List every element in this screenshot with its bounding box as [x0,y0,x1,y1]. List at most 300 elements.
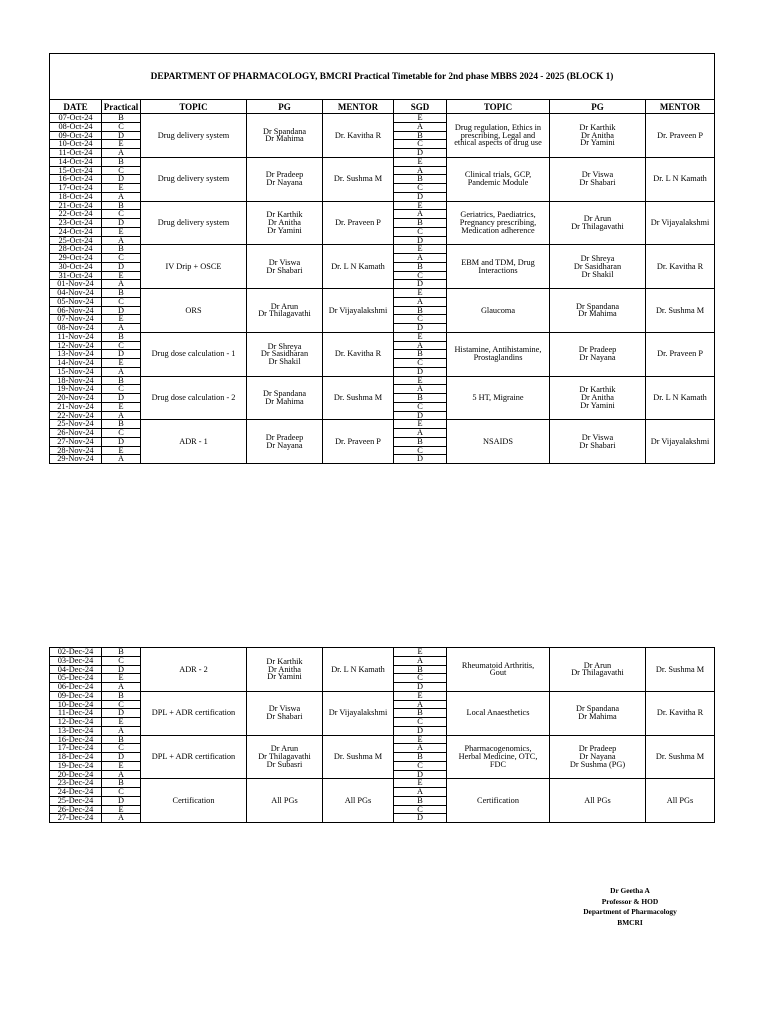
pg-cell-line: Dr Anitha [268,664,301,674]
date-cell: 01-Nov-24 [50,280,102,289]
date-cell: 26-Dec-24 [50,805,102,814]
date-cell: 26-Nov-24 [50,429,102,438]
sgd-cell: B [394,394,447,403]
practical-cell: E [102,227,141,236]
date-cell: 25-Nov-24 [50,420,102,429]
date-cell: 13-Nov-24 [50,350,102,359]
topic2-cell-line: FDC [489,759,507,769]
sgd-cell: A [394,788,447,797]
topic2-cell-line: Rheumatoid Arthritis, [461,660,535,670]
sgd-cell: E [394,114,447,123]
topic2-cell [447,114,550,158]
practical-cell: B [102,201,141,210]
pg-cell-line: Dr Mahima [265,134,304,144]
sgd-cell: D [394,814,447,823]
topic-cell: DPL + ADR certification [141,691,247,735]
pg2-cell [550,289,646,333]
practical-cell: A [102,367,141,376]
topic2-cell-line: prescribing, Legal and [460,130,536,140]
topic2-cell-line: Histamine, Antihistamine, [454,345,542,355]
pg2-cell-line: Dr Arun [583,660,612,670]
mentor2-cell: Dr Vijayalakshmi [646,420,715,464]
pg2-cell-line: Dr Viswa [581,432,614,442]
date-cell: 29-Nov-24 [50,455,102,464]
practical-cell: D [102,175,141,184]
pg-cell [247,420,323,464]
pg-cell [247,332,323,376]
mentor2-cell: Dr Vijayalakshmi [646,201,715,245]
practical-cell: B [102,691,141,700]
pg-cell [247,289,323,333]
pg2-cell-line: Dr Shakil [581,269,614,279]
pg2-cell-line: Dr Thilagavathi [571,221,624,231]
practical-cell: D [102,306,141,315]
date-cell: 18-Dec-24 [50,753,102,762]
pg2-cell-line: Dr Thilagavathi [571,668,624,678]
sgd-cell: B [394,262,447,271]
practical-cell: E [102,315,141,324]
sgd-cell: C [394,315,447,324]
table-row [50,376,715,385]
date-cell: 31-Oct-24 [50,271,102,280]
mentor2-cell: Dr. L N Kamath [646,157,715,201]
sgd-cell: D [394,192,447,201]
timetable-block-2 [49,647,715,823]
practical-cell: A [102,726,141,735]
practical-cell: C [102,656,141,665]
practical-cell: D [102,131,141,140]
date-cell: 08-Oct-24 [50,122,102,131]
date-cell: 18-Oct-24 [50,192,102,201]
topic2-cell-line: Geriatrics, Paediatrics, [460,210,536,220]
pg-cell-line: Dr Pradeep [265,170,304,180]
date-cell: 04-Dec-24 [50,665,102,674]
date-cell: 22-Nov-24 [50,411,102,420]
sgd-cell: A [394,210,447,219]
table-row [50,779,715,788]
header-date: DATE [50,100,102,114]
mentor-cell: Dr. Praveen P [323,201,394,245]
practical-cell: C [102,744,141,753]
pg2-cell-line: Dr Sasidharan [573,261,622,271]
mentor-cell: Dr. Kavitha R [323,332,394,376]
date-cell: 16-Dec-24 [50,735,102,744]
mentor-cell: Dr Vijayalakshmi [323,691,394,735]
pg2-cell [550,779,646,823]
sgd-cell: A [394,744,447,753]
pg2-cell-line: Dr Viswa [581,170,614,180]
date-cell: 02-Dec-24 [50,648,102,657]
sgd-cell: A [394,700,447,709]
pg-cell-line: Dr Spandana [262,126,307,136]
sgd-cell: E [394,420,447,429]
sgd-cell: E [394,245,447,254]
date-cell: 25-Dec-24 [50,796,102,805]
header-pg-2: PG [550,100,646,114]
practical-cell: C [102,385,141,394]
topic-cell: IV Drip + OSCE [141,245,247,289]
practical-cell: C [102,122,141,131]
date-cell: 03-Dec-24 [50,656,102,665]
sgd-cell: C [394,184,447,193]
pg2-cell [550,735,646,779]
date-cell: 11-Oct-24 [50,149,102,158]
practical-cell: B [102,735,141,744]
sgd-cell: E [394,779,447,788]
sgd-cell: C [394,359,447,368]
sgd-cell: B [394,665,447,674]
timetable-block-1 [49,53,715,464]
sgd-cell: E [394,332,447,341]
pg2-cell [550,420,646,464]
date-cell: 07-Nov-24 [50,315,102,324]
sgd-cell: A [394,385,447,394]
pg-cell-line: Dr Shabari [266,265,303,275]
pg2-cell [550,157,646,201]
date-cell: 14-Oct-24 [50,157,102,166]
practical-cell: A [102,280,141,289]
topic2-cell-line: Gout [489,668,507,678]
practical-cell: B [102,289,141,298]
practical-cell: A [102,236,141,245]
practical-cell: D [102,665,141,674]
practical-cell: B [102,779,141,788]
topic2-cell [447,332,550,376]
sgd-cell: C [394,805,447,814]
topic2-cell [447,691,550,735]
pg-cell [247,245,323,289]
pg-cell [247,157,323,201]
practical-cell: E [102,718,141,727]
mentor-cell: Dr Vijayalakshmi [323,289,394,333]
sgd-cell: C [394,140,447,149]
sgd-cell: E [394,289,447,298]
sgd-cell: B [394,709,447,718]
practical-cell: A [102,324,141,333]
sgd-cell: E [394,376,447,385]
table-row [50,289,715,298]
mentor2-cell: Dr. Praveen P [646,114,715,158]
date-cell: 08-Nov-24 [50,324,102,333]
table-row [50,157,715,166]
pg-cell-line: Dr Arun [270,301,299,311]
practical-cell: C [102,429,141,438]
header-practical: Practical [102,100,141,114]
sgd-cell: A [394,166,447,175]
date-cell: 10-Dec-24 [50,700,102,709]
pg-cell-line: Dr Karthik [266,210,303,220]
table-row [50,648,715,657]
topic2-cell [447,376,550,420]
pg2-cell-line: Dr Nayana [579,353,616,363]
topic2-cell-line: Prostaglandins [473,353,523,363]
pg-cell-line: Dr Anitha [268,218,301,227]
pg2-cell [550,245,646,289]
topic2-cell-line: ethical aspects of drug use [454,138,542,148]
topic-cell: Drug delivery system [141,114,247,158]
practical-cell: D [102,709,141,718]
date-cell: 12-Dec-24 [50,718,102,727]
topic-cell: Drug dose calculation - 1 [141,332,247,376]
mentor-cell: Dr. Sushma M [323,735,394,779]
sgd-cell: C [394,402,447,411]
date-cell: 07-Oct-24 [50,114,102,123]
date-cell: 13-Dec-24 [50,726,102,735]
date-cell: 25-Oct-24 [50,236,102,245]
pg-cell-line: Dr Karthik [266,656,303,666]
table-row [50,201,715,210]
sgd-cell: D [394,683,447,692]
signature-title: Professor & HOD [601,896,659,906]
pg2-cell [550,201,646,245]
sgd-cell: C [394,761,447,770]
topic2-cell-line: Pharmacogenomics, [464,744,532,754]
topic2-cell-line: Pregnancy prescribing, [459,218,537,227]
pg2-cell [550,332,646,376]
date-cell: 05-Nov-24 [50,297,102,306]
practical-cell: A [102,770,141,779]
pg2-cell-line: Dr Karthik [579,122,616,132]
date-cell: 06-Dec-24 [50,683,102,692]
topic2-cell-line: 5 HT, Migraine [472,393,524,402]
header-mentor-2: MENTOR [646,100,715,114]
header-topic-2: TOPIC [447,100,550,114]
sgd-cell: E [394,735,447,744]
header-sgd: SGD [394,100,447,114]
topic2-cell-line: Drug regulation, Ethics in [454,122,542,132]
pg-cell-line: Dr Pradeep [265,432,304,442]
pg-cell-line: Dr Spandana [262,389,307,399]
mentor-cell: Dr. Praveen P [323,420,394,464]
sgd-cell: D [394,280,447,289]
practical-cell: D [102,262,141,271]
topic-cell: Drug dose calculation - 2 [141,376,247,420]
mentor-cell: Dr. L N Kamath [323,648,394,692]
mentor-cell: Dr. Sushma M [323,376,394,420]
practical-cell: E [102,271,141,280]
date-cell: 21-Nov-24 [50,402,102,411]
pg-cell [247,648,323,692]
practical-cell: E [102,674,141,683]
practical-cell: E [102,446,141,455]
pg-cell-line: Dr Shakil [268,357,301,366]
mentor-cell: Dr. L N Kamath [323,245,394,289]
date-cell: 04-Nov-24 [50,289,102,298]
pg-cell-line: All PGs [271,795,298,805]
topic-cell: Drug delivery system [141,201,247,245]
pg-cell-line: Dr Shabari [266,712,303,722]
mentor2-cell: Dr. L N Kamath [646,376,715,420]
date-cell: 20-Dec-24 [50,770,102,779]
date-cell: 11-Nov-24 [50,332,102,341]
pg2-cell [550,691,646,735]
date-cell: 23-Dec-24 [50,779,102,788]
topic2-cell-line: Local Anaesthetics [466,708,530,718]
practical-cell: A [102,192,141,201]
mentor2-cell: Dr. Sushma M [646,735,715,779]
sgd-cell: A [394,429,447,438]
pg2-cell-line: All PGs [584,795,611,805]
pg2-cell [550,114,646,158]
signature-institution: BMCRI [617,917,643,927]
table-row [50,691,715,700]
table-row [50,735,715,744]
mentor-cell: Dr. Kavitha R [323,114,394,158]
date-cell: 19-Nov-24 [50,385,102,394]
topic2-cell [447,245,550,289]
practical-cell: C [102,166,141,175]
practical-cell: D [102,394,141,403]
pg2-cell-line: Dr Yamini [580,400,615,410]
pg2-cell-line: Dr Karthik [579,385,616,395]
topic2-cell-line: Interactions [478,265,518,275]
date-cell: 22-Oct-24 [50,210,102,219]
pg2-cell-line: Dr Nayana [579,752,616,761]
mentor-cell: Dr. Sushma M [323,157,394,201]
date-cell: 18-Nov-24 [50,376,102,385]
date-cell: 09-Dec-24 [50,691,102,700]
practical-cell: E [102,184,141,193]
pg-cell-line: Dr Mahima [265,396,304,406]
sgd-cell: D [394,726,447,735]
practical-cell: A [102,411,141,420]
date-cell: 28-Oct-24 [50,245,102,254]
pg2-cell-line: Dr Sushma (PG) [569,759,626,769]
signature-department: Department of Pharmacology [583,907,677,916]
practical-cell: C [102,297,141,306]
date-cell: 09-Oct-24 [50,131,102,140]
pg-cell-line: Dr Viswa [268,257,301,267]
practical-cell: D [102,437,141,446]
pg2-cell-line: Dr Mahima [578,712,617,722]
date-cell: 12-Nov-24 [50,341,102,350]
date-cell: 06-Nov-24 [50,306,102,315]
topic2-cell [447,648,550,692]
sgd-cell: B [394,437,447,446]
practical-cell: C [102,254,141,263]
pg-cell-line: Dr Subasri [266,759,303,769]
sgd-cell: A [394,297,447,306]
pg-cell [247,691,323,735]
pg-cell-line: Dr Yamini [267,672,302,682]
practical-cell: A [102,814,141,823]
practical-cell: E [102,402,141,411]
pg-cell [247,735,323,779]
date-cell: 14-Nov-24 [50,359,102,368]
pg-cell [247,779,323,823]
practical-cell: B [102,332,141,341]
sgd-cell: A [394,341,447,350]
sgd-cell: D [394,411,447,420]
topic2-cell-line: Pandemic Module [467,178,529,188]
pg-cell [247,201,323,245]
practical-cell: B [102,114,141,123]
pg2-cell-line: Dr Shabari [579,178,616,188]
mentor2-cell: Dr. Kavitha R [646,691,715,735]
sgd-cell: C [394,446,447,455]
practical-cell: A [102,455,141,464]
mentor2-cell: Dr. Kavitha R [646,245,715,289]
topic2-cell-line: Herbal Medicine, OTC, [458,752,538,761]
practical-cell: C [102,788,141,797]
topic-cell: ADR - 2 [141,648,247,692]
sgd-cell: D [394,324,447,333]
practical-cell: D [102,796,141,805]
practical-cell: A [102,683,141,692]
practical-cell: A [102,149,141,158]
sgd-cell: E [394,201,447,210]
topic2-cell [447,735,550,779]
sgd-cell: B [394,753,447,762]
pg2-cell-line: Dr Spandana [575,704,620,714]
practical-cell: E [102,140,141,149]
pg-cell-line: Dr Thilagavathi [258,752,311,761]
topic-cell: ADR - 1 [141,420,247,464]
pg-cell-line: Dr Nayana [266,178,303,188]
pg-cell-line: Dr Nayana [266,440,303,450]
practical-cell: B [102,376,141,385]
table-row [50,245,715,254]
date-cell: 19-Dec-24 [50,761,102,770]
practical-cell: B [102,420,141,429]
sgd-cell: B [394,219,447,228]
table-row [50,332,715,341]
topic-cell: Certification [141,779,247,823]
pg2-cell-line: Dr Arun [583,214,612,224]
signature-name: Dr Geetha A [610,886,650,895]
sgd-cell: A [394,254,447,263]
pg2-cell-line: Dr Shreya [580,254,615,263]
signature-block [560,886,700,928]
mentor-cell: All PGs [323,779,394,823]
sgd-cell: C [394,271,447,280]
date-cell: 21-Oct-24 [50,201,102,210]
sgd-cell: B [394,131,447,140]
page-title: DEPARTMENT OF PHARMACOLOGY, BMCRI Practical Timetable for 2nd phase MBBS 2024 - 2025 (BLOCK 1) [50,54,715,100]
practical-cell: C [102,210,141,219]
pg-cell-line: Dr Yamini [267,225,302,235]
topic2-cell [447,420,550,464]
sgd-cell: C [394,718,447,727]
topic2-cell-line: Clinical trials, GCP, [464,170,532,180]
practical-cell: E [102,359,141,368]
pg2-cell-line: Dr Pradeep [578,345,617,355]
date-cell: 30-Oct-24 [50,262,102,271]
practical-cell: E [102,761,141,770]
sgd-cell: D [394,455,447,464]
topic2-cell-line: EBM and TDM, Drug [461,257,535,267]
pg2-cell-line: Dr Pradeep [578,744,617,754]
topic2-cell-line: Certification [477,795,519,805]
date-cell: 27-Dec-24 [50,814,102,823]
sgd-cell: B [394,796,447,805]
sgd-cell: D [394,770,447,779]
pg-cell-line: Dr Shreya [267,341,302,351]
sgd-cell: D [394,367,447,376]
sgd-cell: C [394,674,447,683]
date-cell: 15-Oct-24 [50,166,102,175]
pg-cell [247,114,323,158]
topic2-cell [447,779,550,823]
pg2-cell-line: Dr Mahima [578,309,617,319]
practical-cell: D [102,219,141,228]
date-cell: 11-Dec-24 [50,709,102,718]
pg2-cell-line: Dr Shabari [579,440,616,450]
sgd-cell: B [394,306,447,315]
pg-cell-line: Dr Sasidharan [260,349,309,359]
practical-cell: B [102,245,141,254]
topic-cell: Drug delivery system [141,157,247,201]
